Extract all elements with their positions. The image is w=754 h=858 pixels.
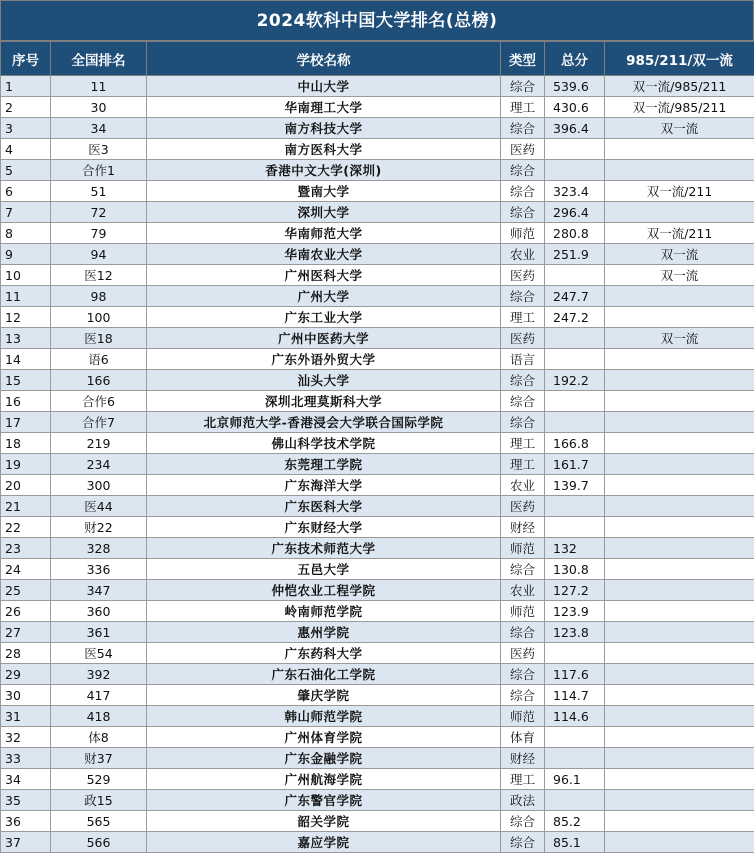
- national-rank: 财22: [51, 517, 147, 538]
- row-index: 1: [1, 76, 51, 97]
- school-name: 广东财经大学: [147, 517, 501, 538]
- national-rank: 51: [51, 181, 147, 202]
- page-title: 2024软科中国大学排名(总榜): [0, 0, 754, 41]
- school-type: 综合: [501, 391, 545, 412]
- national-rank: 300: [51, 475, 147, 496]
- school-name: 南方医科大学: [147, 139, 501, 160]
- table-row: [1, 685, 754, 706]
- table-row: [1, 433, 754, 454]
- school-type: 综合: [501, 76, 545, 97]
- school-type: 综合: [501, 622, 545, 643]
- total-score: 247.7: [545, 286, 605, 307]
- school-name: 广州体育学院: [147, 727, 501, 748]
- national-rank: 347: [51, 580, 147, 601]
- school-type: 综合: [501, 685, 545, 706]
- school-type: 理工: [501, 454, 545, 475]
- school-type: 综合: [501, 160, 545, 181]
- national-rank: 医12: [51, 265, 147, 286]
- table-row: [1, 622, 754, 643]
- national-rank: 合作6: [51, 391, 147, 412]
- row-index: 29: [1, 664, 51, 685]
- row-index: 17: [1, 412, 51, 433]
- designation: 双一流: [605, 328, 754, 349]
- table-row: [1, 538, 754, 559]
- total-score: [545, 496, 605, 517]
- national-rank: 417: [51, 685, 147, 706]
- school-name: 华南农业大学: [147, 244, 501, 265]
- row-index: 35: [1, 790, 51, 811]
- national-rank: 30: [51, 97, 147, 118]
- school-type: 综合: [501, 181, 545, 202]
- designation: [605, 454, 754, 475]
- row-index: 9: [1, 244, 51, 265]
- row-index: 23: [1, 538, 51, 559]
- designation: [605, 412, 754, 433]
- total-score: 280.8: [545, 223, 605, 244]
- national-rank: 328: [51, 538, 147, 559]
- school-type: 财经: [501, 517, 545, 538]
- school-name: 惠州学院: [147, 622, 501, 643]
- row-index: 21: [1, 496, 51, 517]
- table-row: [1, 328, 754, 349]
- national-rank: 财37: [51, 748, 147, 769]
- table-row: [1, 832, 754, 853]
- table-row: [1, 139, 754, 160]
- designation: [605, 286, 754, 307]
- designation: [605, 643, 754, 664]
- table-row: [1, 223, 754, 244]
- row-index: 27: [1, 622, 51, 643]
- school-name: 广东石油化工学院: [147, 664, 501, 685]
- school-name: 韩山师范学院: [147, 706, 501, 727]
- national-rank: 100: [51, 307, 147, 328]
- school-name: 韶关学院: [147, 811, 501, 832]
- total-score: 96.1: [545, 769, 605, 790]
- total-score: [545, 517, 605, 538]
- school-type: 综合: [501, 559, 545, 580]
- total-score: 296.4: [545, 202, 605, 223]
- school-name: 广东医科大学: [147, 496, 501, 517]
- row-index: 5: [1, 160, 51, 181]
- national-rank: 94: [51, 244, 147, 265]
- school-type: 综合: [501, 811, 545, 832]
- national-rank: 565: [51, 811, 147, 832]
- header-designation: 985/211/双一流: [605, 42, 754, 76]
- row-index: 2: [1, 97, 51, 118]
- national-rank: 合作1: [51, 160, 147, 181]
- row-index: 28: [1, 643, 51, 664]
- designation: [605, 622, 754, 643]
- row-index: 15: [1, 370, 51, 391]
- designation: [605, 349, 754, 370]
- total-score: 396.4: [545, 118, 605, 139]
- school-type: 财经: [501, 748, 545, 769]
- national-rank: 361: [51, 622, 147, 643]
- total-score: [545, 748, 605, 769]
- designation: [605, 748, 754, 769]
- school-name: 暨南大学: [147, 181, 501, 202]
- school-name: 中山大学: [147, 76, 501, 97]
- table-row: [1, 475, 754, 496]
- table-row: [1, 307, 754, 328]
- national-rank: 234: [51, 454, 147, 475]
- school-name: 广东金融学院: [147, 748, 501, 769]
- total-score: [545, 412, 605, 433]
- table-row: [1, 349, 754, 370]
- national-rank: 529: [51, 769, 147, 790]
- row-index: 25: [1, 580, 51, 601]
- designation: [605, 706, 754, 727]
- row-index: 24: [1, 559, 51, 580]
- school-type: 农业: [501, 475, 545, 496]
- table-row: [1, 769, 754, 790]
- designation: [605, 307, 754, 328]
- row-index: 37: [1, 832, 51, 853]
- school-name: 仲恺农业工程学院: [147, 580, 501, 601]
- school-name: 广州航海学院: [147, 769, 501, 790]
- row-index: 32: [1, 727, 51, 748]
- row-index: 13: [1, 328, 51, 349]
- school-type: 农业: [501, 244, 545, 265]
- school-type: 师范: [501, 223, 545, 244]
- designation: [605, 496, 754, 517]
- total-score: 166.8: [545, 433, 605, 454]
- total-score: [545, 265, 605, 286]
- total-score: [545, 790, 605, 811]
- designation: [605, 769, 754, 790]
- header-national-rank: 全国排名: [51, 42, 147, 76]
- school-name: 肇庆学院: [147, 685, 501, 706]
- school-type: 医药: [501, 265, 545, 286]
- row-index: 16: [1, 391, 51, 412]
- national-rank: 166: [51, 370, 147, 391]
- table-header-row: [1, 42, 754, 76]
- school-type: 综合: [501, 370, 545, 391]
- row-index: 31: [1, 706, 51, 727]
- row-index: 10: [1, 265, 51, 286]
- school-name: 南方科技大学: [147, 118, 501, 139]
- table-row: [1, 286, 754, 307]
- row-index: 19: [1, 454, 51, 475]
- school-name: 五邑大学: [147, 559, 501, 580]
- designation: 双一流: [605, 265, 754, 286]
- row-index: 20: [1, 475, 51, 496]
- school-name: 香港中文大学(深圳): [147, 160, 501, 181]
- designation: [605, 370, 754, 391]
- school-name: 广州医科大学: [147, 265, 501, 286]
- table-row: [1, 811, 754, 832]
- school-name: 佛山科学技术学院: [147, 433, 501, 454]
- school-name: 广东工业大学: [147, 307, 501, 328]
- total-score: 117.6: [545, 664, 605, 685]
- designation: [605, 202, 754, 223]
- school-name: 岭南师范学院: [147, 601, 501, 622]
- national-rank: 11: [51, 76, 147, 97]
- national-rank: 34: [51, 118, 147, 139]
- header-school-name: 学校名称: [147, 42, 501, 76]
- table-row: [1, 496, 754, 517]
- national-rank: 392: [51, 664, 147, 685]
- school-type: 综合: [501, 202, 545, 223]
- national-rank: 语6: [51, 349, 147, 370]
- total-score: [545, 160, 605, 181]
- school-type: 医药: [501, 496, 545, 517]
- national-rank: 政15: [51, 790, 147, 811]
- designation: 双一流: [605, 118, 754, 139]
- school-name: 广州大学: [147, 286, 501, 307]
- total-score: 161.7: [545, 454, 605, 475]
- row-index: 6: [1, 181, 51, 202]
- school-type: 医药: [501, 139, 545, 160]
- school-type: 综合: [501, 412, 545, 433]
- school-name: 东莞理工学院: [147, 454, 501, 475]
- designation: 双一流/985/211: [605, 76, 754, 97]
- designation: [605, 832, 754, 853]
- designation: [605, 517, 754, 538]
- designation: [605, 160, 754, 181]
- designation: [605, 559, 754, 580]
- school-type: 医药: [501, 643, 545, 664]
- table-row: [1, 181, 754, 202]
- school-type: 理工: [501, 769, 545, 790]
- designation: [605, 580, 754, 601]
- table-row: [1, 601, 754, 622]
- header-total-score: 总分: [545, 42, 605, 76]
- table-body: [1, 76, 754, 853]
- school-type: 综合: [501, 118, 545, 139]
- total-score: [545, 139, 605, 160]
- designation: [605, 664, 754, 685]
- table-row: [1, 643, 754, 664]
- school-type: 语言: [501, 349, 545, 370]
- designation: [605, 391, 754, 412]
- school-name: 广东警官学院: [147, 790, 501, 811]
- table-row: [1, 265, 754, 286]
- school-name: 广东技术师范大学: [147, 538, 501, 559]
- designation: [605, 685, 754, 706]
- school-type: 师范: [501, 706, 545, 727]
- school-type: 理工: [501, 97, 545, 118]
- total-score: [545, 328, 605, 349]
- table-row: [1, 244, 754, 265]
- row-index: 34: [1, 769, 51, 790]
- table-row: [1, 454, 754, 475]
- total-score: [545, 349, 605, 370]
- total-score: 251.9: [545, 244, 605, 265]
- school-type: 综合: [501, 832, 545, 853]
- table-row: [1, 559, 754, 580]
- designation: [605, 790, 754, 811]
- table-row: [1, 97, 754, 118]
- designation: [605, 601, 754, 622]
- row-index: 36: [1, 811, 51, 832]
- header-type: 类型: [501, 42, 545, 76]
- table-row: [1, 664, 754, 685]
- table-row: [1, 118, 754, 139]
- row-index: 14: [1, 349, 51, 370]
- school-name: 汕头大学: [147, 370, 501, 391]
- table-row: [1, 517, 754, 538]
- table-row: [1, 790, 754, 811]
- school-name: 深圳北理莫斯科大学: [147, 391, 501, 412]
- total-score: 247.2: [545, 307, 605, 328]
- total-score: 139.7: [545, 475, 605, 496]
- table-row: [1, 76, 754, 97]
- table-row: [1, 370, 754, 391]
- national-rank: 336: [51, 559, 147, 580]
- row-index: 26: [1, 601, 51, 622]
- school-type: 理工: [501, 433, 545, 454]
- total-score: 85.2: [545, 811, 605, 832]
- designation: [605, 727, 754, 748]
- ranking-table: [0, 41, 754, 853]
- designation: [605, 811, 754, 832]
- national-rank: 合作7: [51, 412, 147, 433]
- total-score: 123.9: [545, 601, 605, 622]
- designation: [605, 538, 754, 559]
- total-score: 127.2: [545, 580, 605, 601]
- school-name: 广东外语外贸大学: [147, 349, 501, 370]
- school-name: 深圳大学: [147, 202, 501, 223]
- designation: [605, 139, 754, 160]
- total-score: 132: [545, 538, 605, 559]
- designation: 双一流/211: [605, 181, 754, 202]
- total-score: 85.1: [545, 832, 605, 853]
- row-index: 22: [1, 517, 51, 538]
- row-index: 18: [1, 433, 51, 454]
- national-rank: 418: [51, 706, 147, 727]
- school-name: 广州中医药大学: [147, 328, 501, 349]
- national-rank: 医18: [51, 328, 147, 349]
- school-type: 医药: [501, 328, 545, 349]
- total-score: [545, 391, 605, 412]
- total-score: 114.7: [545, 685, 605, 706]
- row-index: 33: [1, 748, 51, 769]
- total-score: 123.8: [545, 622, 605, 643]
- national-rank: 566: [51, 832, 147, 853]
- designation: [605, 433, 754, 454]
- table-row: [1, 202, 754, 223]
- total-score: 430.6: [545, 97, 605, 118]
- total-score: 114.6: [545, 706, 605, 727]
- school-name: 广东药科大学: [147, 643, 501, 664]
- designation: [605, 475, 754, 496]
- national-rank: 79: [51, 223, 147, 244]
- total-score: [545, 643, 605, 664]
- row-index: 11: [1, 286, 51, 307]
- national-rank: 98: [51, 286, 147, 307]
- designation: 双一流/211: [605, 223, 754, 244]
- total-score: 192.2: [545, 370, 605, 391]
- national-rank: 72: [51, 202, 147, 223]
- school-type: 师范: [501, 538, 545, 559]
- row-index: 4: [1, 139, 51, 160]
- national-rank: 219: [51, 433, 147, 454]
- row-index: 30: [1, 685, 51, 706]
- school-name: 广东海洋大学: [147, 475, 501, 496]
- school-name: 华南理工大学: [147, 97, 501, 118]
- table-row: [1, 748, 754, 769]
- school-type: 政法: [501, 790, 545, 811]
- school-name: 华南师范大学: [147, 223, 501, 244]
- table-row: [1, 727, 754, 748]
- national-rank: 医44: [51, 496, 147, 517]
- row-index: 7: [1, 202, 51, 223]
- total-score: 539.6: [545, 76, 605, 97]
- school-type: 综合: [501, 286, 545, 307]
- total-score: 323.4: [545, 181, 605, 202]
- row-index: 12: [1, 307, 51, 328]
- school-name: 嘉应学院: [147, 832, 501, 853]
- table-row: [1, 580, 754, 601]
- row-index: 3: [1, 118, 51, 139]
- national-rank: 医54: [51, 643, 147, 664]
- national-rank: 360: [51, 601, 147, 622]
- school-type: 农业: [501, 580, 545, 601]
- school-name: 北京师范大学-香港浸会大学联合国际学院: [147, 412, 501, 433]
- row-index: 8: [1, 223, 51, 244]
- table-row: [1, 412, 754, 433]
- school-type: 理工: [501, 307, 545, 328]
- table-row: [1, 391, 754, 412]
- designation: 双一流: [605, 244, 754, 265]
- national-rank: 体8: [51, 727, 147, 748]
- school-type: 体育: [501, 727, 545, 748]
- designation: 双一流/985/211: [605, 97, 754, 118]
- school-type: 师范: [501, 601, 545, 622]
- school-type: 综合: [501, 664, 545, 685]
- table-row: [1, 160, 754, 181]
- national-rank: 医3: [51, 139, 147, 160]
- table-row: [1, 706, 754, 727]
- total-score: [545, 727, 605, 748]
- header-index: 序号: [1, 42, 51, 76]
- total-score: 130.8: [545, 559, 605, 580]
